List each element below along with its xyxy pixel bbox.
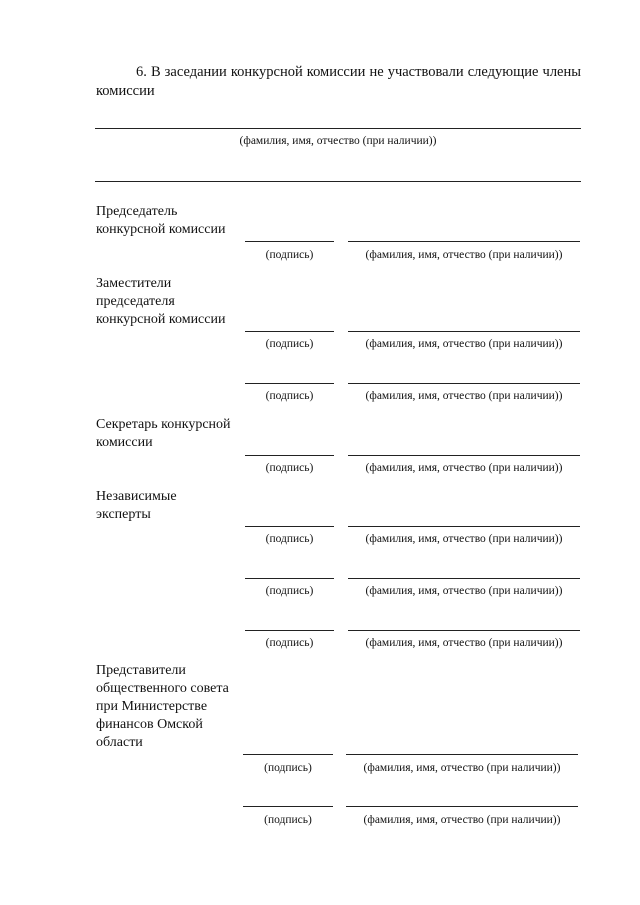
name-line [346, 754, 578, 755]
signature-caption: (подпись) [265, 585, 314, 597]
signature-caption: (подпись) [264, 762, 312, 774]
role-deputies: Заместители председателя конкурсной комиссии [96, 276, 226, 327]
signature-line [243, 806, 333, 807]
role-chairman: Председатель конкурсной комиссии [96, 204, 226, 237]
signature-line [245, 455, 334, 456]
role-experts: Независимые эксперты [96, 489, 177, 522]
name-caption: (фамилия, имя, отчество (при наличии)) [365, 637, 563, 649]
name-line [348, 578, 580, 579]
absent-member-line-1 [95, 128, 581, 129]
name-line [348, 455, 580, 456]
name-caption: (фамилия, имя, отчество (при наличии)) [365, 533, 563, 545]
absent-member-line-2 [95, 181, 581, 182]
name-caption: (фамилия, имя, отчество (при наличии)) [365, 462, 563, 474]
signature-caption: (подпись) [265, 390, 314, 402]
absent-member-caption: (фамилия, имя, отчество (при наличии)) [239, 135, 437, 147]
signature-line [245, 578, 334, 579]
name-caption: (фамилия, имя, отчество (при наличии)) [365, 585, 563, 597]
name-caption: (фамилия, имя, отчество (при наличии)) [365, 390, 563, 402]
signature-line [243, 754, 333, 755]
absent-members-paragraph [96, 63, 581, 101]
name-line [348, 331, 580, 332]
name-line [348, 526, 580, 527]
name-line [348, 383, 580, 384]
role-public-council: Представители общественного совета при Министерстве финансов Омской области [96, 663, 229, 750]
name-line [348, 630, 580, 631]
name-caption: (фамилия, имя, отчество (при наличии)) [365, 338, 563, 350]
signature-line [245, 241, 334, 242]
signature-line [245, 331, 334, 332]
signature-caption: (подпись) [265, 533, 314, 545]
signature-caption: (подпись) [265, 338, 314, 350]
name-line [348, 241, 580, 242]
signature-caption: (подпись) [264, 814, 312, 826]
signature-line [245, 630, 334, 631]
role-secretary: Секретарь конкурсной комиссии [96, 417, 231, 450]
signature-caption: (подпись) [265, 249, 314, 261]
name-caption: (фамилия, имя, отчество (при наличии)) [363, 762, 561, 774]
signature-caption: (подпись) [265, 462, 314, 474]
name-line [346, 806, 578, 807]
name-caption: (фамилия, имя, отчество (при наличии)) [365, 249, 563, 261]
signature-line [245, 526, 334, 527]
name-caption: (фамилия, имя, отчество (при наличии)) [363, 814, 561, 826]
paragraph-text: 6. В заседании конкурсной комиссии не участвовали следующие члены комиссии [96, 64, 581, 99]
signature-caption: (подпись) [265, 637, 314, 649]
signature-line [245, 383, 334, 384]
